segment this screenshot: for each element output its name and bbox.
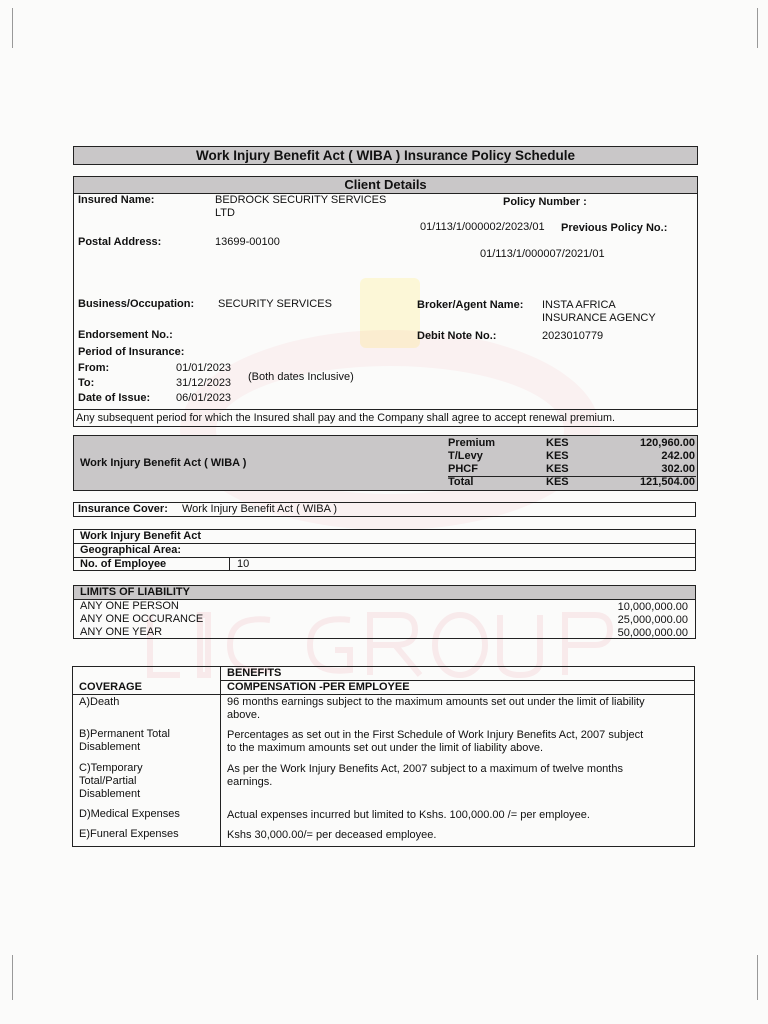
postal-address: 13699-00100 bbox=[215, 236, 280, 248]
coverage-death: A)Death bbox=[79, 696, 120, 708]
premium-row-amount: 120,960.00 bbox=[639, 437, 695, 449]
client-details-heading: Client Details bbox=[344, 177, 427, 192]
premium-row-amount: 302.00 bbox=[661, 463, 695, 475]
coverage-temporary-line3: Disablement bbox=[79, 788, 141, 800]
limit-amount: 10,000,000.00 bbox=[617, 601, 688, 613]
limits-heading: LIMITS OF LIABILITY bbox=[80, 586, 190, 598]
wiba-divider-2 bbox=[74, 557, 695, 558]
compensation-temporary-line1: As per the Work Injury Benefits Act, 2007 subject to a maximum of twelve months bbox=[227, 763, 623, 775]
compensation-heading: COMPENSATION -PER EMPLOYEE bbox=[227, 681, 410, 693]
to-date: 31/12/2023 bbox=[176, 377, 232, 389]
renewal-note: Any subsequent period for which the Insured shall pay and the Company shall agree to accept renewal premium. bbox=[76, 412, 615, 424]
premium-row-currency: KES bbox=[546, 476, 569, 488]
compensation-permanent-line2: to the maximum amounts set out under the limit of liability above. bbox=[227, 742, 544, 754]
period-label: Period of Insurance: bbox=[78, 346, 185, 358]
to-label: To: bbox=[78, 377, 95, 389]
coverage-heading: COVERAGE bbox=[79, 681, 142, 693]
broker-line2: INSURANCE AGENCY bbox=[542, 312, 656, 324]
premium-row-amount: 121,504.00 bbox=[639, 476, 695, 488]
premium-row-currency: KES bbox=[546, 463, 569, 475]
policy-number: 01/113/1/000002/2023/01 bbox=[420, 221, 545, 233]
premium-row-currency: KES bbox=[546, 450, 569, 462]
benefits-heading: BENEFITS bbox=[227, 667, 282, 679]
from-label: From: bbox=[78, 362, 110, 374]
compensation-medical: Actual expenses incurred but limited to Kshs. 100,000.00 /= per employee. bbox=[227, 809, 590, 821]
premium-row-label: T/Levy bbox=[448, 450, 483, 462]
premium-row-currency: KES bbox=[546, 437, 569, 449]
previous-policy-label: Previous Policy No.: bbox=[561, 222, 668, 234]
scan-edge-right-top bbox=[757, 8, 758, 48]
insured-name-line1: BEDROCK SECURITY SERVICES bbox=[215, 194, 387, 206]
policy-number-label: Policy Number : bbox=[503, 196, 587, 208]
previous-policy-number: 01/113/1/000007/2021/01 bbox=[480, 248, 605, 260]
business-label: Business/Occupation: bbox=[78, 298, 195, 310]
total-divider bbox=[448, 476, 696, 477]
renewal-divider bbox=[74, 409, 697, 410]
coverage-temporary-line1: C)Temporary bbox=[79, 762, 143, 774]
endorsement-label: Endorsement No.: bbox=[78, 329, 173, 341]
debit-note-label: Debit Note No.: bbox=[417, 330, 497, 342]
premium-row-label: PHCF bbox=[448, 463, 478, 475]
postal-address-label: Postal Address: bbox=[78, 236, 162, 248]
compensation-temporary-line2: earnings. bbox=[227, 776, 273, 788]
scan-edge-left-bottom bbox=[12, 955, 13, 1000]
premium-row-label: Premium bbox=[448, 437, 496, 449]
premium-row-label: Total bbox=[448, 476, 474, 488]
compensation-permanent-line1: Percentages as set out in the First Schedule of Work Injury Benefits Act, 2007 subject bbox=[227, 729, 644, 741]
coverage-permanent-line1: B)Permanent Total bbox=[79, 728, 170, 740]
broker-line1: INSTA AFRICA bbox=[542, 299, 616, 311]
employees-value: 10 bbox=[237, 558, 250, 570]
premium-product: Work Injury Benefit Act ( WIBA ) bbox=[80, 457, 247, 469]
limit-label: ANY ONE PERSON bbox=[80, 600, 179, 612]
coverage-permanent-line2: Disablement bbox=[79, 741, 141, 753]
insured-name-line2: LTD bbox=[215, 207, 235, 219]
insurance-cover-label: Insurance Cover: bbox=[78, 503, 168, 515]
page-title: Work Injury Benefit Act ( WIBA ) Insurance Policy Schedule bbox=[195, 148, 576, 163]
coverage-temporary-line2: Total/Partial bbox=[79, 775, 137, 787]
insurance-cover-value: Work Injury Benefit Act ( WIBA ) bbox=[182, 503, 338, 515]
issue-date-label: Date of Issue: bbox=[78, 392, 151, 404]
coverage-medical: D)Medical Expenses bbox=[79, 808, 180, 820]
compensation-death-line1: 96 months earnings subject to the maximum amounts set out under the limit of liability bbox=[227, 696, 645, 708]
limit-amount: 25,000,000.00 bbox=[617, 614, 688, 626]
both-dates-note: (Both dates Inclusive) bbox=[248, 371, 354, 383]
coverage-funeral: E)Funeral Expenses bbox=[79, 828, 179, 840]
wiba-title: Work Injury Benefit Act bbox=[80, 530, 202, 542]
limit-amount: 50,000,000.00 bbox=[617, 627, 688, 639]
from-date: 01/01/2023 bbox=[176, 362, 232, 374]
benefits-subheader-divider bbox=[73, 694, 694, 695]
scan-edge-right-bottom bbox=[757, 955, 758, 1000]
wiba-employee-divider bbox=[229, 557, 230, 571]
debit-note-value: 2023010779 bbox=[542, 330, 604, 342]
geographical-area-label: Geographical Area: bbox=[80, 544, 182, 556]
compensation-funeral: Kshs 30,000.00/= per deceased employee. bbox=[227, 829, 437, 841]
insured-name-label: Insured Name: bbox=[78, 194, 155, 206]
limit-label: ANY ONE OCCURANCE bbox=[80, 613, 204, 625]
broker-label: Broker/Agent Name: bbox=[417, 299, 524, 311]
employees-label: No. of Employee bbox=[80, 558, 167, 570]
business-value: SECURITY SERVICES bbox=[218, 298, 332, 310]
compensation-death-line2: above. bbox=[227, 709, 261, 721]
scan-edge-left-top bbox=[12, 8, 13, 48]
issue-date: 06/01/2023 bbox=[176, 392, 232, 404]
premium-row-amount: 242.00 bbox=[661, 450, 695, 462]
limit-label: ANY ONE YEAR bbox=[80, 626, 163, 638]
